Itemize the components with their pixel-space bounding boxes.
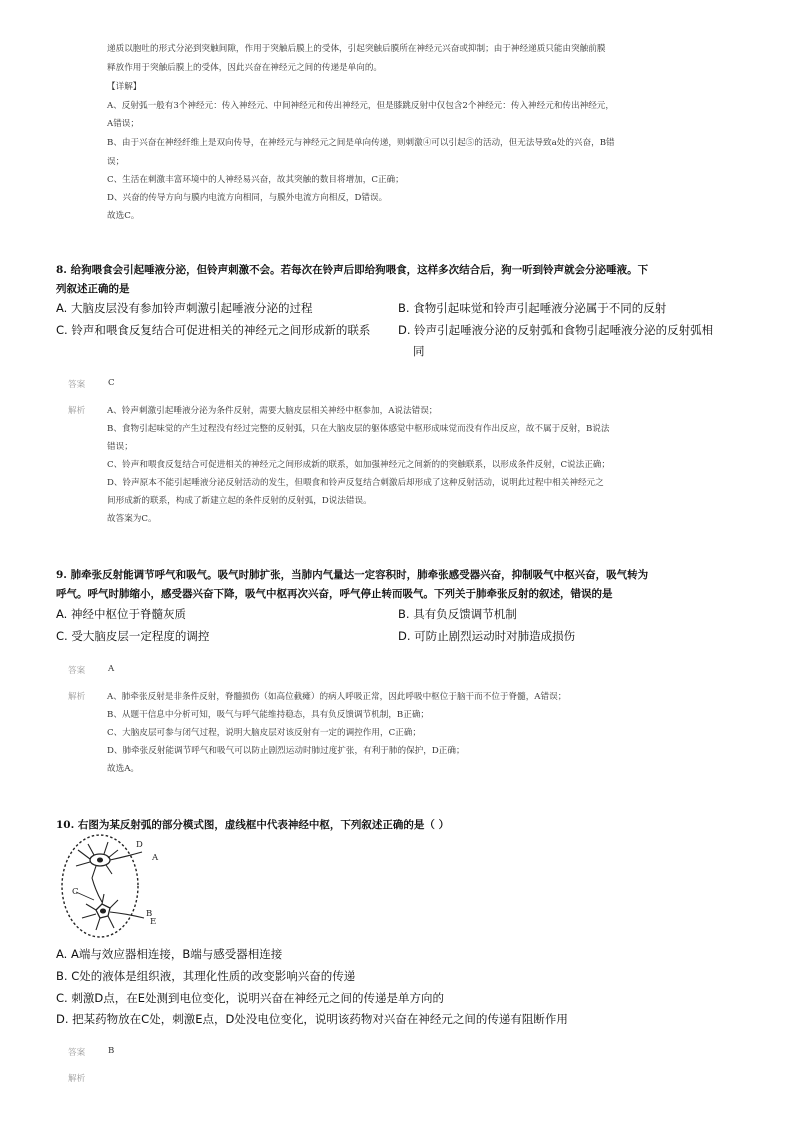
text-line: 释放作用于突触后膜上的受体，因此兴奋在神经元之间的传递是单向的。 xyxy=(107,63,383,73)
answer-row xyxy=(68,1046,115,1058)
text-line: D、兴奋的传导方向与膜内电流方向相同，与膜外电流方向相反，D错误。 xyxy=(107,193,388,203)
option-b[interactable]: B. 食物引起味觉和铃声引起唾液分泌属于不同的反射 xyxy=(398,301,667,315)
explain-label: 解析 xyxy=(68,692,86,702)
answer-value: C xyxy=(108,378,115,388)
option-c[interactable]: C. 铃声和喂食反复结合可促进相关的神经元之间形成新的联系 xyxy=(56,323,371,337)
explain-line: D、铃声原本不能引起唾液分泌反射活动的发生，但喂食和铃声反复结合刺激后却形成了这种反射活动，说明此过程中相关神经元之 xyxy=(107,478,604,488)
explain-label-row xyxy=(68,1072,85,1084)
explain-label: 解析 xyxy=(68,406,86,416)
text-line: C、生活在刺激丰富环境中的人神经易兴奋，故其突触的数目将增加，C正确； xyxy=(107,175,404,185)
explain-line: C、大脑皮层可参与闭气过程，说明大脑皮层对该反射有一定的调控作用，C正确； xyxy=(107,728,421,738)
answer-label: 答案 xyxy=(68,380,86,390)
label-a: A xyxy=(152,853,159,863)
option-c[interactable]: C. 刺激D点，在E处测到电位变化，说明兴奋在神经元之间的传递是单方向的 xyxy=(56,991,444,1005)
option-a[interactable]: A. 大脑皮层没有参加铃声刺激引起唾液分泌的过程 xyxy=(56,301,313,315)
label-d: D xyxy=(136,840,143,850)
explain-line: B、食物引起味觉的产生过程没有经过完整的反射弧，只在大脑皮层的躯体感觉中枢形成味觉而没有作出反应，故不属于反射，B说法 xyxy=(107,424,610,434)
text-line: A、反射弧一般有3个神经元：传入神经元、中间神经元和传出神经元，但是膝跳反射中仅包含2个神经元：传入神经元和传出神经元， xyxy=(107,101,614,111)
option-b[interactable]: B. C处的液体是组织液，其理化性质的改变影响兴奋的传递 xyxy=(56,969,356,983)
answer-value: B xyxy=(108,1046,115,1056)
explain-label-row xyxy=(68,404,85,416)
text-line: B、由于兴奋在神经纤维上是双向传导，在神经元与神经元之间是单向传递，则刺激④可以引起⑤的活动，但无法导致a处的兴奋，B错 xyxy=(107,138,615,148)
answer-value: A xyxy=(108,664,115,674)
question-title: 8. 给狗喂食会引起唾液分泌，但铃声刺激不会。若每次在铃声后即给狗喂食，这样多次结合后，狗一听到铃声就会分泌唾液。下 xyxy=(56,264,649,276)
upper-neuron-icon xyxy=(76,842,142,902)
answer-label: 答案 xyxy=(68,1048,86,1058)
option-a[interactable]: A. 神经中枢位于脊髓灰质 xyxy=(56,607,186,621)
option-c[interactable]: C. 受大脑皮层一定程度的调控 xyxy=(56,629,210,643)
text-line: 递质以胞吐的形式分泌到突触间隙，作用于突触后膜上的受体，引起突触后膜所在神经元兴奋或抑制；由于神经递质只能由突触前膜 xyxy=(107,44,606,54)
explain-line: 故答案为C。 xyxy=(107,514,157,524)
lower-neuron-icon xyxy=(82,894,144,930)
question-title: 列叙述正确的是 xyxy=(56,283,130,295)
reflex-arc-diagram xyxy=(56,832,166,942)
option-d[interactable]: D. 把某药物放在C处，刺激E点，D处没电位变化，说明该药物对兴奋在神经元之间的传递有阻断作用 xyxy=(56,1012,568,1026)
question-title: 10. 右图为某反射弧的部分模式图，虚线框中代表神经中枢，下列叙述正确的是（ ） xyxy=(56,819,450,831)
explain-line: D、肺牵张反射能调节呼气和吸气可以防止剧烈运动时肺过度扩张，有利于肺的保护，D正确； xyxy=(107,746,465,756)
explain-line: A、肺牵张反射是非条件反射，脊髓损伤（如高位截瘫）的病人呼吸正常，因此呼吸中枢位于脑干而不位于脊髓，A错误； xyxy=(107,692,567,702)
nerve-center-dashed-outline xyxy=(62,835,138,937)
explain-label-row xyxy=(68,690,85,702)
label-c-pointer xyxy=(76,892,94,900)
explain-line: A、铃声刺激引起唾液分泌为条件反射，需要大脑皮层相关神经中枢参加，A说法错误； xyxy=(107,406,438,416)
explain-line: C、铃声和喂食反复结合可促进相关的神经元之间形成新的联系，如加强神经元之间新的的突触联系，以形成条件反射，C说法正确； xyxy=(107,460,610,470)
option-d[interactable]: D. 可防止剧烈运动时对肺造成损伤 xyxy=(398,629,576,643)
text-line: A错误； xyxy=(107,119,139,129)
question-title: 9. 肺牵张反射能调节呼气和吸气。吸气时肺扩张，当肺内气量达一定容积时，肺牵张感受器兴奋，抑制吸气中枢兴奋，吸气转为 xyxy=(56,569,649,581)
option-b[interactable]: B. 具有负反馈调节机制 xyxy=(398,607,517,621)
option-d-continued: 同 xyxy=(413,344,425,358)
explain-line: 故选A。 xyxy=(107,764,139,774)
text-line: 误； xyxy=(107,157,125,167)
label-c: C xyxy=(72,887,79,897)
answer-label: 答案 xyxy=(68,666,86,676)
option-d[interactable]: D. 铃声引起唾液分泌的反射弧和食物引起唾液分泌的反射弧相 xyxy=(398,323,714,337)
option-a[interactable]: A. A端与效应器相连接，B端与感受器相连接 xyxy=(56,947,283,961)
explain-line: 错误； xyxy=(107,442,133,452)
question-title: 呼气。呼气时肺缩小，感受器兴奋下降，吸气中枢再次兴奋，呼气停止转而吸气。下列关于肺牵张反射的叙述，错误的是 xyxy=(56,588,613,600)
label-e: E xyxy=(150,917,157,927)
label-b: B xyxy=(146,909,153,919)
text-line: 故选C。 xyxy=(107,211,140,221)
explain-label: 解析 xyxy=(68,1074,86,1084)
explain-line: 间形成新的联系，构成了新建立起的条件反射的反射弧，D说法错误。 xyxy=(107,496,372,506)
answer-row xyxy=(68,664,115,676)
explain-line: B、从题干信息中分析可知，吸气与呼气能维持稳态，具有负反馈调节机制，B正确； xyxy=(107,710,430,720)
text-line: 【详解】 xyxy=(107,82,142,92)
answer-row xyxy=(68,378,115,390)
